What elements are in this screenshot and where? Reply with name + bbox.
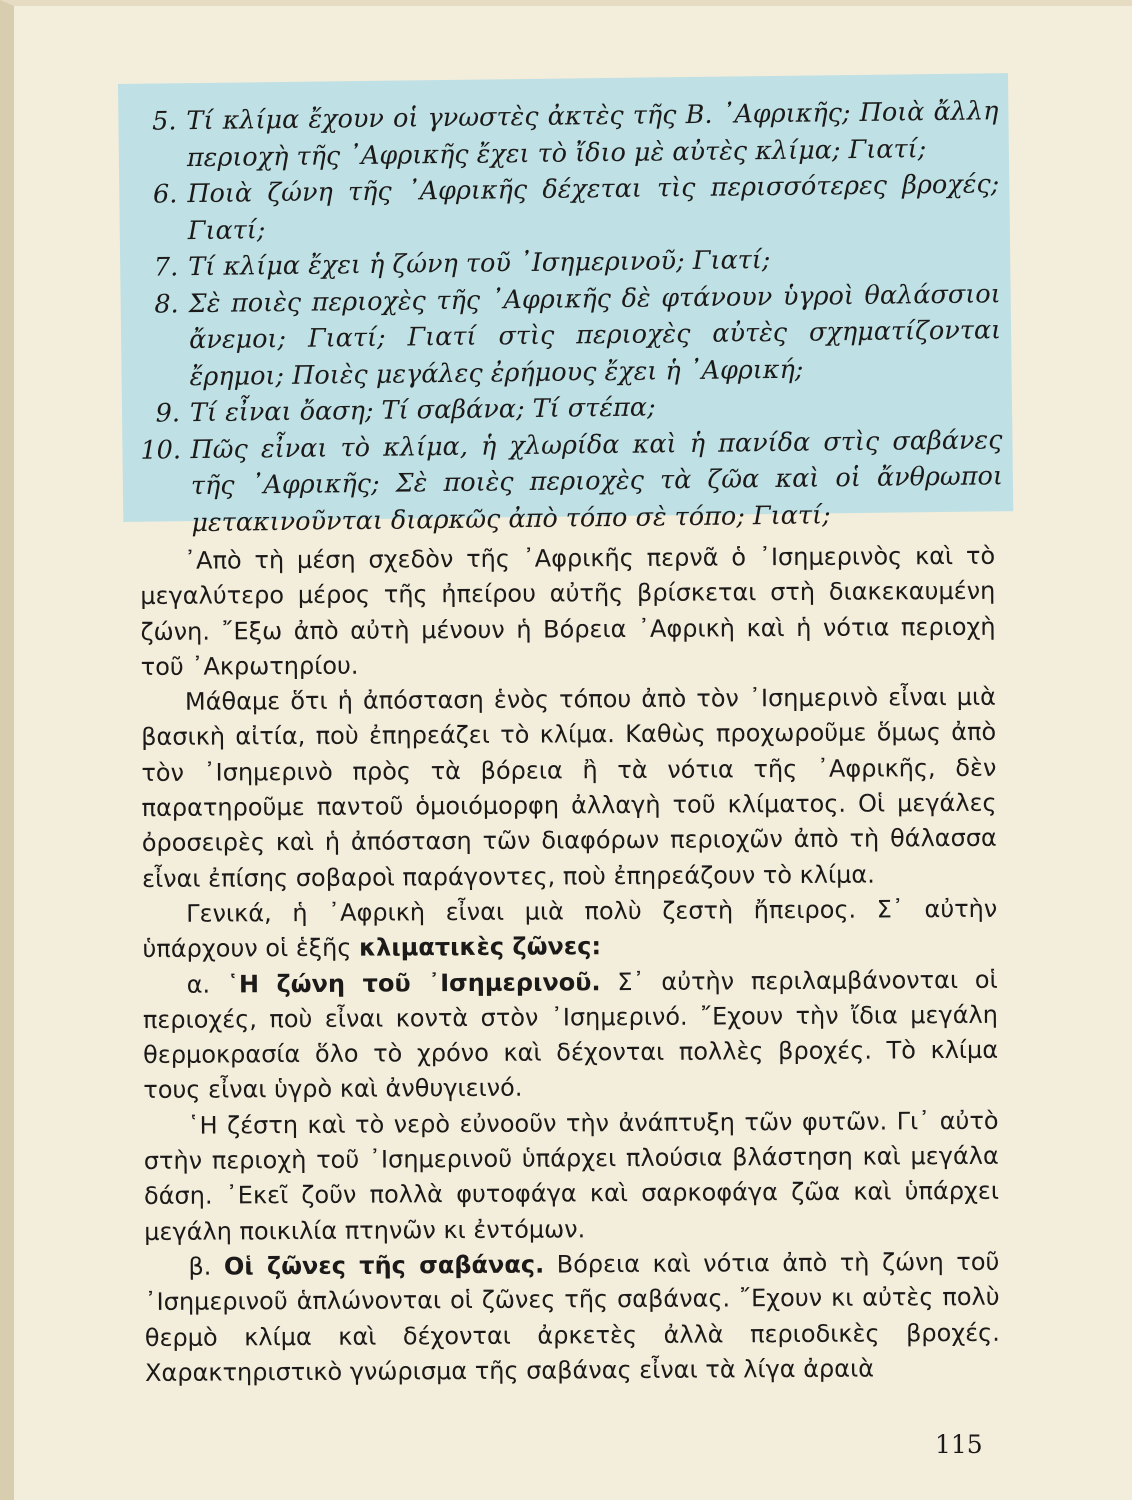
question-text: Ποιὰ ζώνη τῆς ᾿Αφρικῆς δέχεται τὶς περισσότερες βροχές; Γιατί; xyxy=(187,169,1000,246)
question-text: Σὲ ποιὲς περιοχὲς τῆς ᾿Αφρικῆς δὲ φτάνουν ὑγροὶ θαλάσσιοι ἄνεμοι; Γιατί; Γιατί στὶς περιοχὲς αὐτὲς σχηματίζονται ἔρημοι; Ποιὲς μεγάλες ἐρήμους ἔχει ἡ ᾿Αφρική; xyxy=(188,278,1002,392)
question-number: 10. xyxy=(140,434,182,466)
question-text: Τί κλίμα ἔχει ἡ ζώνη τοῦ ᾿Ισημερινοῦ; Γιατί; xyxy=(188,245,771,283)
paragraph-climate-factors: Μάθαμε ὅτι ἡ ἀπόσταση ἑνὸς τόπου ἀπὸ τὸν ᾿Ισημερινὸ εἶναι μιὰ βασικὴ αἰτία, ποὺ ἐπηρεάζει τὸ κλίμα. Καθὼς προχωροῦμε ὅμως ἀπὸ τὸν ᾿Ισημερινὸ πρὸς τὰ βόρεια ἢ τὰ νότια τῆς ᾿Αφρικῆς, δὲν παρατηροῦμε παντοῦ ὁμοιόμορφη ἀλλαγὴ τοῦ κλίματος. Οἱ μεγάλες ὀροσειρὲς καὶ ἡ ἀπόσταση τῶν διαφόρων περιοχῶν ἀπὸ τὴ θάλασσα εἶναι ἐπίσης σοβαροὶ παράγοντες, ποὺ ἐπηρεάζουν τὸ κλίμα. xyxy=(141,682,997,893)
paragraph-climate-zones xyxy=(142,892,997,968)
main-body-text xyxy=(140,539,1000,1391)
bold-heading-equatorial-zone: ῾Η ζώνη τοῦ ᾿Ισημερινοῦ. xyxy=(226,967,601,999)
question-text: Πῶς εἶναι τὸ κλίμα, ἡ χλωρίδα καὶ ἡ πανίδα στὶς σαβάνες τῆς ᾿Αφρικῆς; Σὲ ποιὲς περιοχὲς τὰ ζῶα καὶ οἱ ἄνθρωποι μετακινοῦνται διαρκῶς ἀπὸ τόπο σὲ τόπο; Γιατί; xyxy=(190,424,1004,538)
question-number: 6. xyxy=(152,179,178,210)
question-number: 9. xyxy=(155,398,181,429)
question-item xyxy=(137,166,1000,250)
page-number: 115 xyxy=(935,1430,983,1459)
question-number: 8. xyxy=(154,288,179,320)
paragraph-equator-intro: ᾿Απὸ τὴ μέση σχεδὸν τῆς ᾿Αφρικῆς περνᾶ ὁ ᾿Ισημερινὸς καὶ τὸ μεγαλύτερο μέρος τῆς ἠπείρου αὐτῆς βρίσκεται στὴ διακεκαυμένη ζώνη. ῎Εξω ἀπὸ αὐτὴ μένουν ἡ Βόρεια ᾿Αφρικὴ καὶ ἡ νότια περιοχὴ τοῦ ᾿Ακρωτηρίου. xyxy=(140,541,996,681)
review-questions-box xyxy=(118,73,1013,538)
paragraph-equatorial-zone xyxy=(143,962,999,1108)
paragraph-text: Σ᾿ αὐτὴν περιλαμβάνονται οἱ περιοχές, ποὺ εἶναι κοντὰ στὸν ᾿Ισημερινό. ῎Εχουν τὴν ἴδια μεγάλη θερμοκρασία ὅλο τὸ χρόνο καὶ δέχονται πολλὲς βροχές. Τὸ κλίμα τους εἶναι ὑγρὸ καὶ ἀνθυγιεινό. xyxy=(142,965,999,1105)
bold-heading-climate-zones: κλιματικὲς ζῶνες: xyxy=(358,932,602,962)
bold-heading-savanna-zones: Οἱ ζῶνες τῆς σαβάνας. xyxy=(223,1250,545,1281)
question-item xyxy=(136,93,999,177)
paragraph-text: Βόρεια καὶ νότια ἀπὸ τὴ ζώνη τοῦ ᾿Ισημερινοῦ ἁπλώνονται οἱ ζῶνες τῆς σαβάνας. ῎Εχουν κι αὐτὲς πολὺ θερμὸ κλίμα καὶ δέχονται ἀρκετὲς ἀλλὰ περιοδικὲς βροχές. Χαρακτηριστικὸ γνώρισμα τῆς σαβάνας εἶναι τὰ λίγα ἀραιὰ xyxy=(144,1247,1000,1387)
question-item xyxy=(140,422,1003,542)
paragraph-savanna-zones xyxy=(144,1245,1000,1391)
question-number: 7. xyxy=(153,252,179,283)
question-text: Τί κλίμα ἔχουν οἱ γνωστὲς ἀκτὲς τῆς Β. ᾿Αφρικῆς; Ποιὰ ἄλλη περιοχὴ τῆς ᾿Αφρικῆς ἔχει τὸ ἴδιο μὲ αὐτὲς κλίμα; Γιατί; xyxy=(186,96,999,173)
question-text: Τί εἶναι ὄαση; Τί σαβάνα; Τί στέπα; xyxy=(189,392,656,429)
item-label: α. xyxy=(186,970,211,999)
paragraph-text: Γενικά, ἡ ᾿Αφρικὴ εἶναι μιὰ πολὺ ζεστὴ ἤπειρος. Σ᾿ αὐτὴν ὑπάρχουν οἱ ἑξῆς xyxy=(142,894,998,964)
item-label: β. xyxy=(188,1252,212,1281)
question-item xyxy=(138,276,1001,396)
paragraph-equatorial-vegetation: ῾Η ζέστη καὶ τὸ νερὸ εὐνοοῦν τὴν ἀνάπτυξη τῶν φυτῶν. Γι᾿ αὐτὸ στὴν περιοχὴ τοῦ ᾿Ισημερινοῦ ὑπάρχει πλούσια βλάστηση καὶ μεγάλα δάση. ᾿Εκεῖ ζοῦν πολλὰ φυτοφάγα καὶ σαρκοφάγα ζῶα καὶ ὑπάρχει μεγάλη ποικιλία πτηνῶν κι ἐντόμων. xyxy=(143,1106,1000,1246)
question-number: 5. xyxy=(151,106,177,137)
